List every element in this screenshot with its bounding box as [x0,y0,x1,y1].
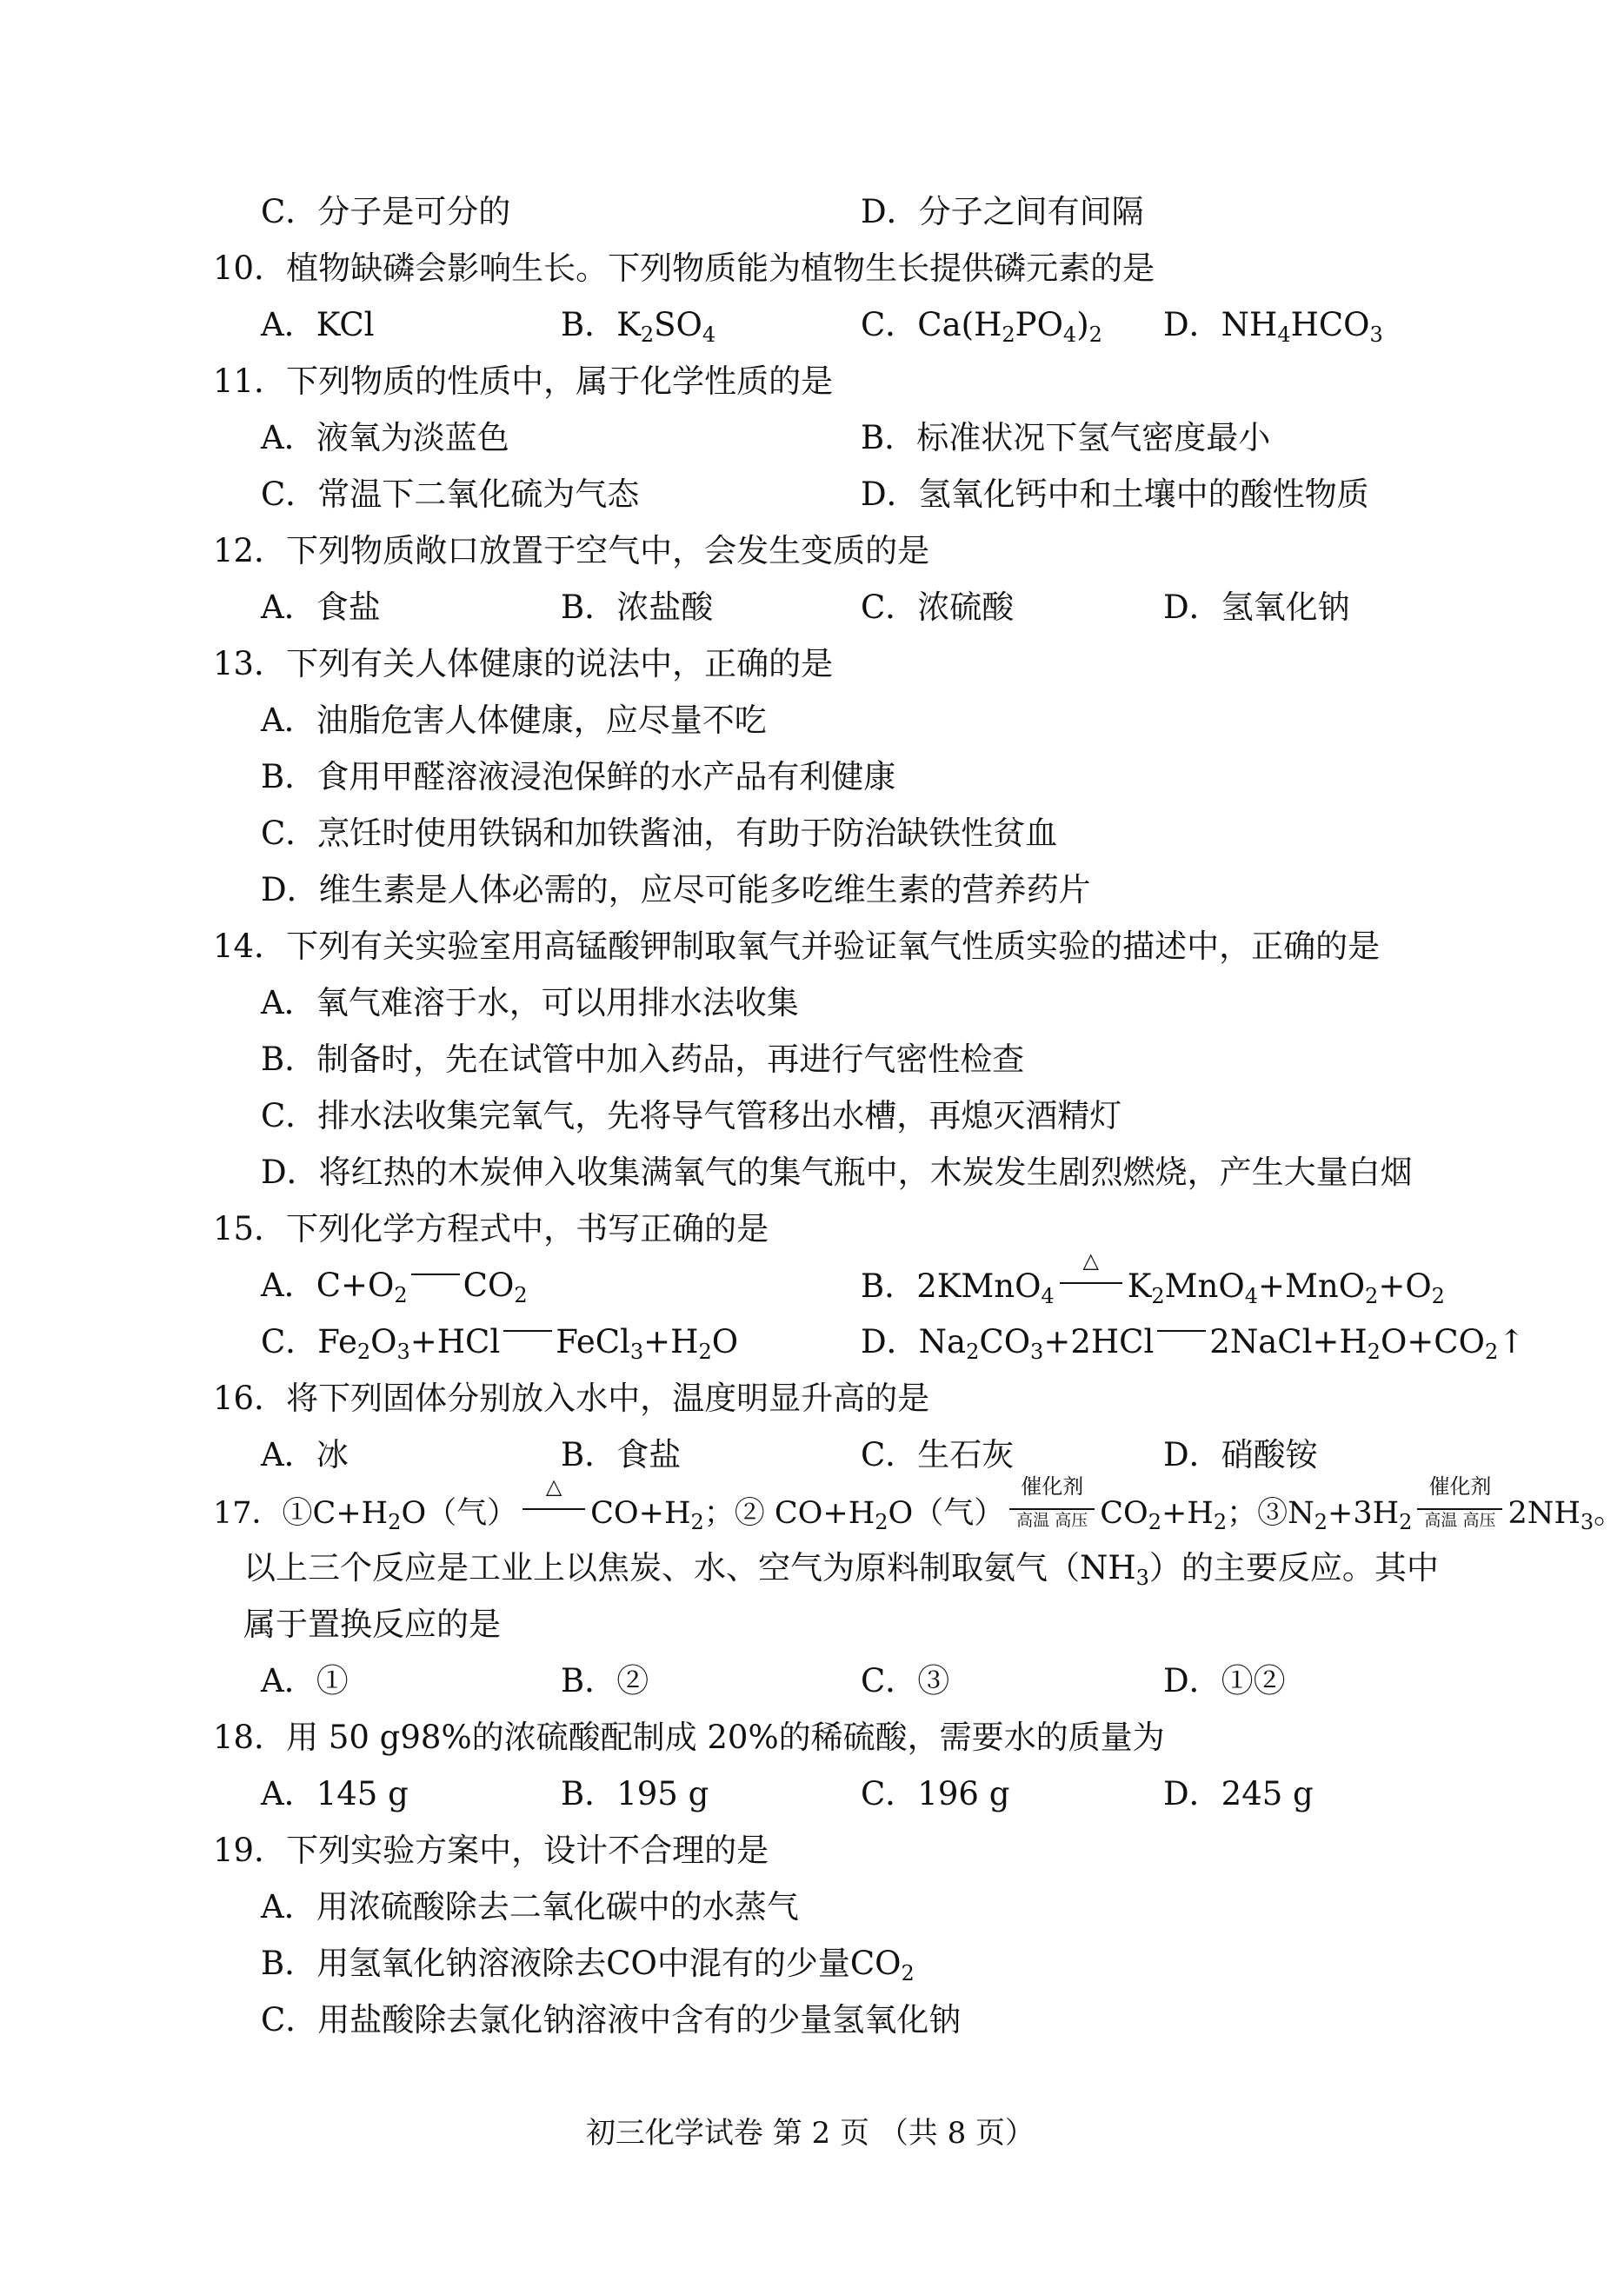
q19-option-c: C．用盐酸除去氯化钠溶液中含有的少量氢氧化钠 [261,2001,962,2039]
q14-stem: 14．下列有关实验室用高锰酸钾制取氧气并验证氧气性质实验的描述中，正确的是 [213,928,1381,965]
q17-description: 以上三个反应是工业上以焦炭、水、空气为原料制取氨气$(NH_3)$的主要反应。其中 [243,1549,1439,1590]
q18-option-a: A．145 g [261,1775,409,1812]
q10-option-a: A．KCl [261,306,375,343]
q16-option-d: D．硝酸铵 [1163,1436,1318,1473]
catalyst-condition-icon: 催化剂 高温 高压 [1417,1490,1502,1525]
q19-option-a: A．用浓硫酸除去二氧化碳中的水蒸气 [261,1888,799,1926]
q17-reactions: 17．$①C+H_2O$（气） △ $CO+H_2$；② $CO+H_2O$（气） 催化剂 高温 高压 $CO_2+H_2$；$③N_2+3H_2$ 催化剂 高温 高压 $2NH_3$。 [213,1474,1624,1534]
q17-option-a: A．① [261,1662,349,1699]
page-footer: 初三化学试卷 第 2 页 （共 8 页） [585,2116,1035,2151]
q17-option-d: D．①② [1163,1662,1286,1699]
q10-option-d: D．$NH_4HCO_3$ [1163,306,1383,347]
q11-option-d: D．氢氧化钙中和土壤中的酸性物质 [861,476,1369,513]
q13-option-c: C．烹饪时使用铁锅和加铁酱油，有助于防治缺铁性贫血 [261,815,1058,852]
q19-stem: 19．下列实验方案中，设计不合理的是 [213,1832,769,1869]
q12-option-d: D．氢氧化钠 [1163,589,1350,626]
q15-option-d: D．$Na_2CO_3+2HCl$ $2NaCl+H_2O+CO_2↑$ [861,1323,1526,1364]
heat-condition-icon: △ [1060,1264,1122,1299]
q13-option-b: B．食用甲醛溶液浸泡保鲜的水产品有利健康 [261,758,896,795]
q17-question: 属于置换反应的是 [243,1606,501,1643]
q12-option-a: A．食盐 [261,589,381,626]
q15-stem: 15．下列化学方程式中，书写正确的是 [213,1210,769,1247]
equals-bar-icon [503,1330,552,1349]
q10-option-b: B．$K_2SO_4$ [561,306,716,347]
equals-bar-icon [411,1274,460,1293]
q12-option-b: B．浓盐酸 [561,589,714,626]
q14-option-c: C．排水法收集完氧气，先将导气管移出水槽，再熄灭酒精灯 [261,1097,1122,1134]
q19-option-b: B．用氢氧化钠溶液除去CO中混有的少量$CO_2$ [261,1945,915,1985]
q18-stem: 18．用 50 g98%的浓硫酸配制成 20%的稀硫酸，需要水的质量为 [213,1719,1165,1756]
q16-stem: 16．将下列固体分别放入水中，温度明显升高的是 [213,1380,930,1417]
q11-stem: 11．下列物质的性质中，属于化学性质的是 [213,362,834,400]
q11-option-c: C．常温下二氧化硫为气态 [261,476,640,513]
q10-stem: 10．植物缺磷会影响生长。下列物质能为植物生长提供磷元素的是 [213,249,1155,287]
q17-option-b: B．② [561,1662,649,1699]
q13-stem: 13．下列有关人体健康的说法中，正确的是 [213,645,834,682]
q12-stem: 12．下列物质敞口放置于空气中，会发生变质的是 [213,532,930,569]
q16-option-c: C．生石灰 [861,1436,1015,1473]
heat-condition-icon: △ [522,1490,585,1525]
q14-option-b: B．制备时，先在试管中加入药品，再进行气密性检查 [261,1041,1025,1078]
q16-option-b: B．食盐 [561,1436,682,1473]
q11-option-b: B．标准状况下氢气密度最小 [861,419,1271,456]
q14-option-a: A．氧气难溶于水，可以用排水法收集 [261,984,799,1021]
q18-option-d: D．245 g [1163,1775,1314,1812]
q18-option-c: C．196 g [861,1775,1010,1812]
q18-option-b: B．195 g [561,1775,709,1812]
q12-option-c: C．浓硫酸 [861,589,1015,626]
q16-option-a: A．冰 [261,1436,349,1473]
q17-option-c: C．③ [861,1662,950,1699]
q13-option-a: A．油脂危害人体健康，应尽量不吃 [261,702,767,739]
catalyst-condition-icon: 催化剂 高温 高压 [1009,1490,1095,1525]
q14-option-d: D．将红热的木炭伸入收集满氧气的集气瓶中，木炭发生剧烈燃烧，产生大量白烟 [261,1154,1413,1191]
q13-option-d: D．维生素是人体必需的，应尽可能多吃维生素的营养药片 [261,871,1091,908]
q15-option-a: A．$C+O_2$ $CO_2$ [261,1267,528,1307]
equals-bar-icon [1157,1330,1206,1349]
q11-option-a: A．液氧为淡蓝色 [261,419,509,456]
q9-option-c: C．分子是可分的 [261,193,511,230]
q15-option-b: B．2KMnO$_4$ △ $K_2MnO_4+MnO_2+O_2$ [861,1248,1445,1308]
q10-option-c: C．$Ca(H_2PO_4)_2$ [861,306,1102,347]
q9-option-d: D．分子之间有间隔 [861,193,1144,230]
q15-option-c: C．$Fe_2O_3+HCl$ $FeCl_3+H_2O$ [261,1323,739,1364]
